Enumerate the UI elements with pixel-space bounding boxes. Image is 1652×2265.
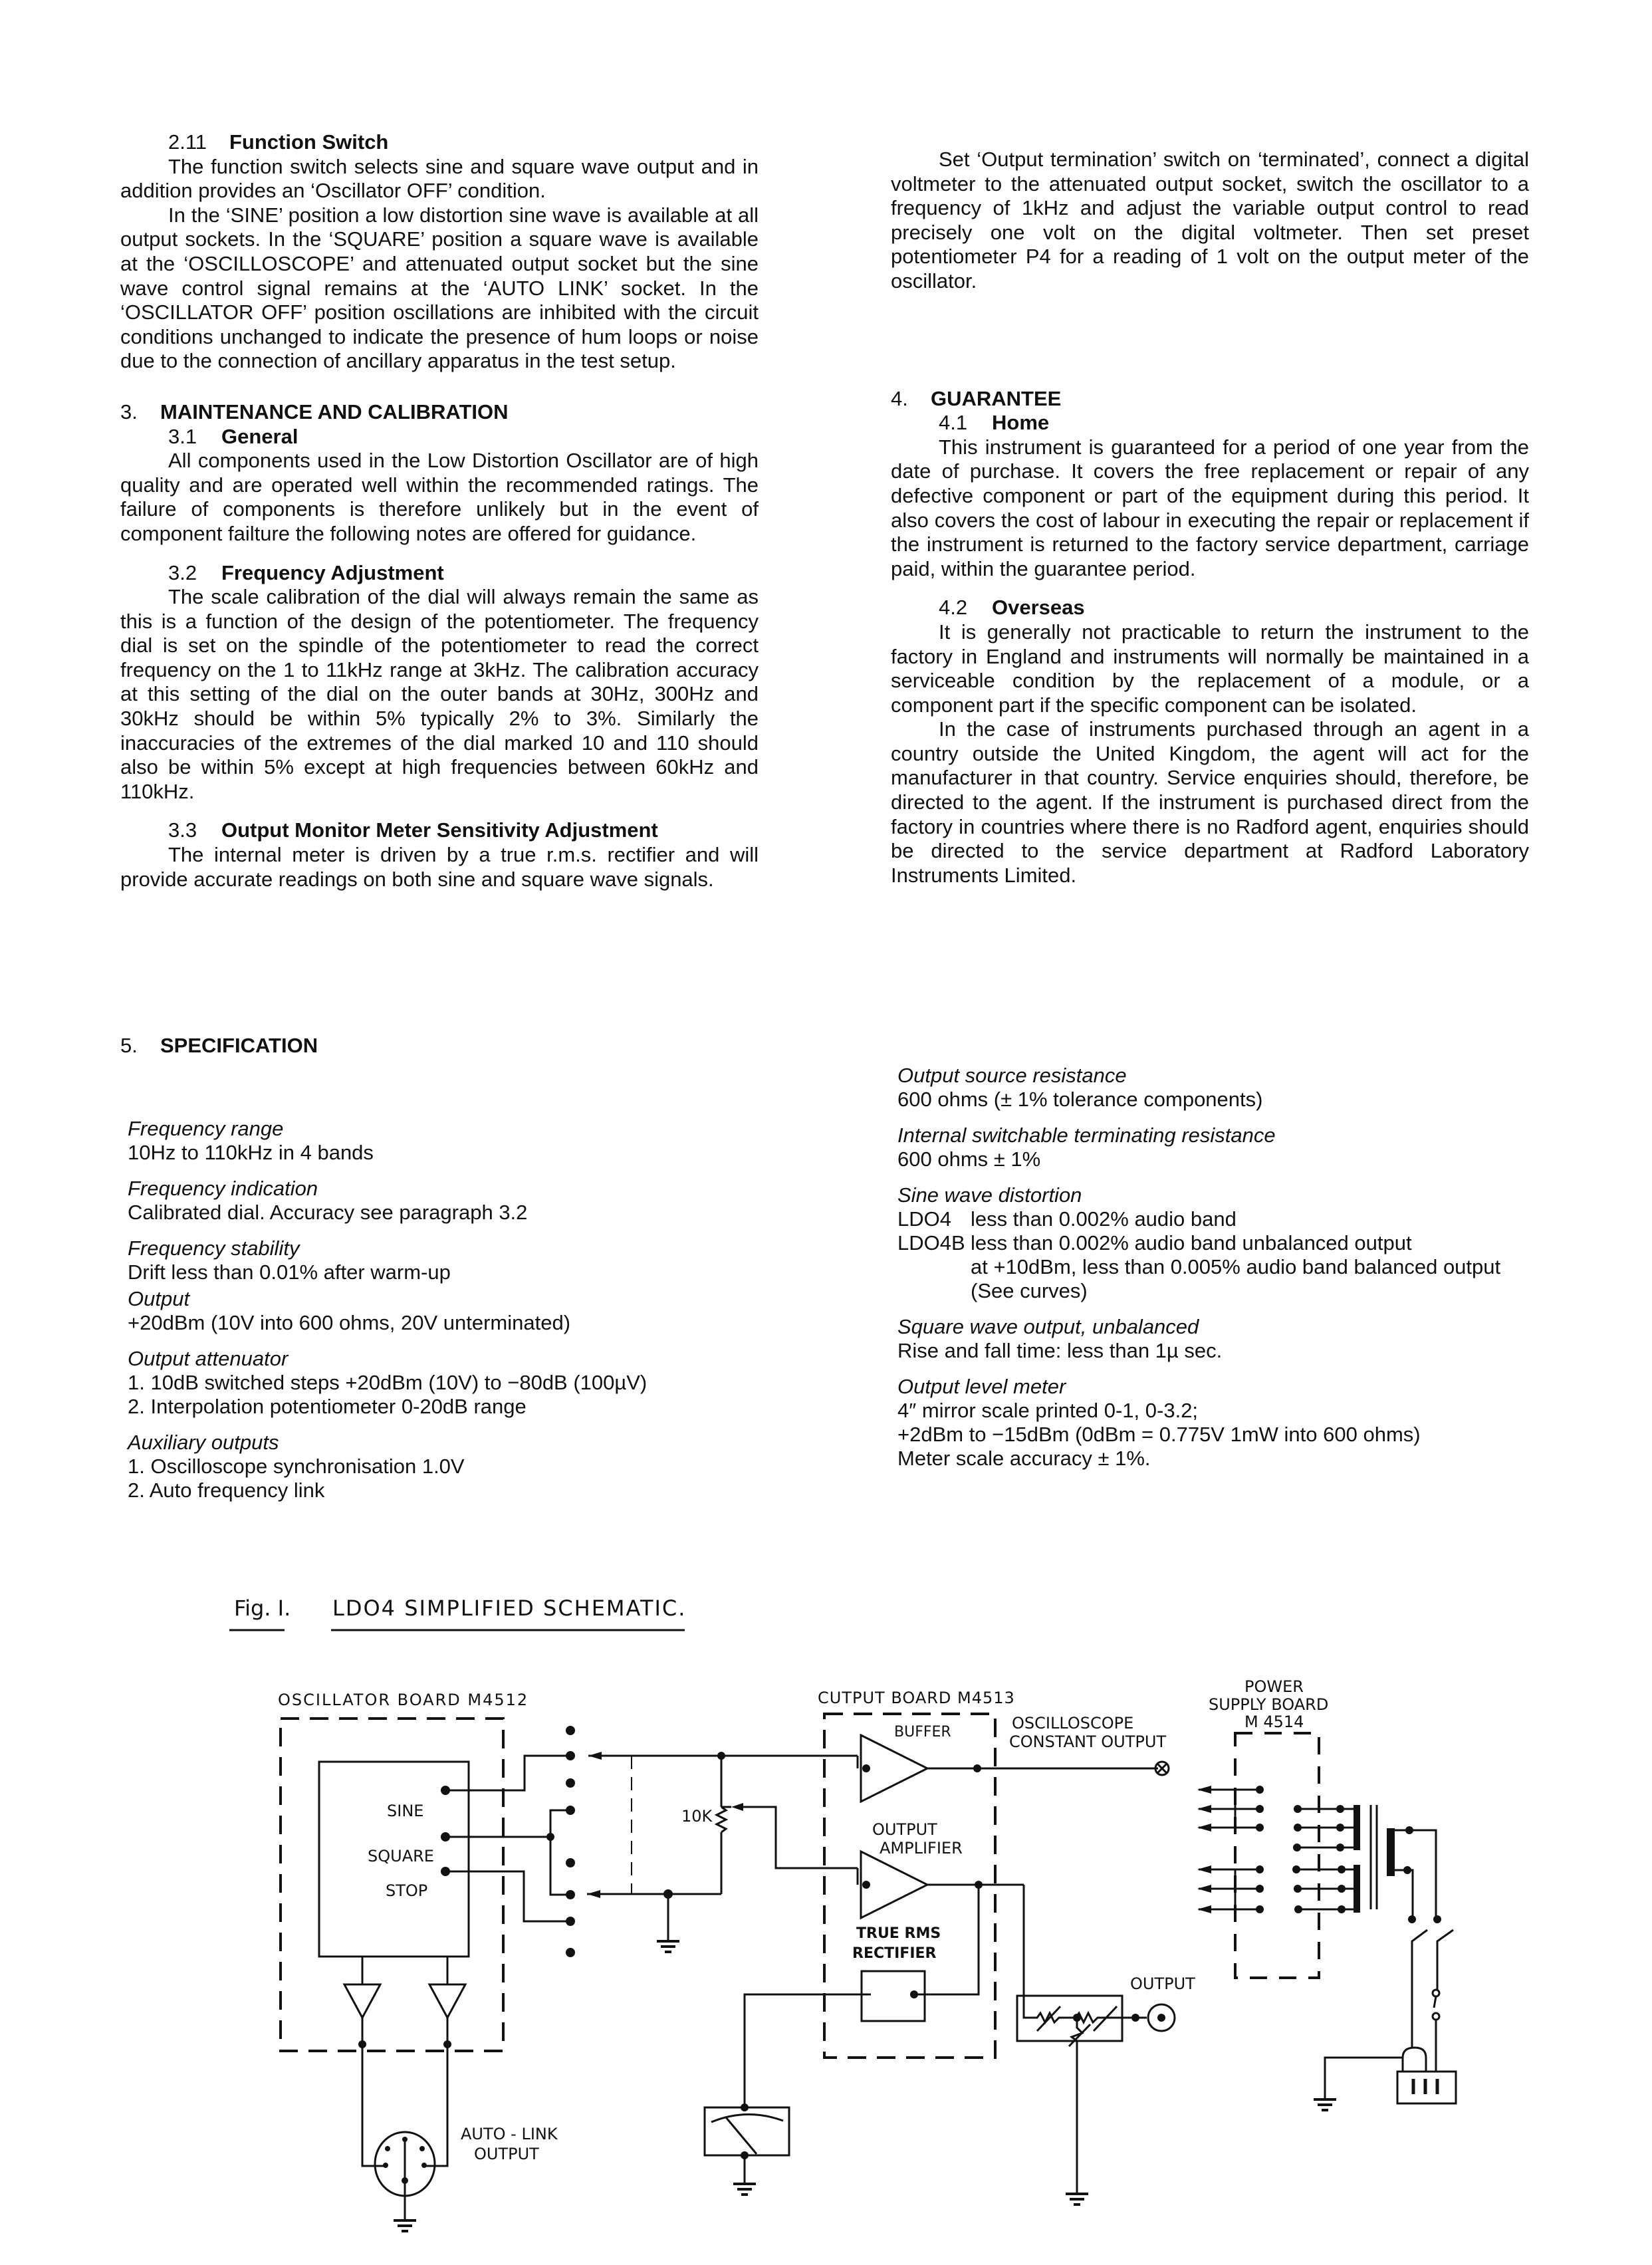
subsection-title: Output Monitor Meter Sensitivity Adjustment	[221, 818, 658, 842]
spec-label: Frequency indication	[128, 1177, 318, 1200]
power-supply-board-boundary	[1235, 1733, 1319, 1978]
resistor-10k	[717, 1807, 726, 1832]
spec-left	[128, 1117, 792, 1514]
buffer-triangle	[344, 1984, 380, 2018]
spec-value: +20dBm (10V into 600 ohms, 20V unterminated)	[128, 1311, 571, 1334]
spec-value: Drift less than 0.01% after warm-up	[128, 1260, 451, 1284]
spec-right	[897, 1064, 1602, 1483]
spec-value: 600 ohms ± 1%	[897, 1147, 1041, 1171]
psu-label: M 4514	[1244, 1713, 1304, 1731]
paragraph: The internal meter is driven by a true r.m.s. rectifier and will provide accurate readings on both sine and square wave signals.	[120, 843, 759, 891]
spec-label: Frequency range	[128, 1117, 284, 1140]
spec-value: (See curves)	[971, 1279, 1088, 1302]
spec-value: 1. Oscilloscope synchronisation 1.0V	[128, 1455, 465, 1478]
section-number: 4.	[891, 386, 908, 410]
output-amplifier-label: OUTPUT	[872, 1820, 937, 1839]
subsection-number: 3.2	[168, 560, 197, 584]
output-board-label: CUTPUT BOARD M4513	[818, 1689, 1015, 1707]
stop-terminal-label: STOP	[386, 1881, 428, 1900]
spec-value: 1. 10dB switched steps +20dBm (10V) to −80dB (100µV)	[128, 1371, 648, 1394]
output-amplifier	[861, 1851, 927, 1918]
spec-value: less than 0.002% audio band unbalanced output	[971, 1231, 1412, 1254]
paragraph: The function switch selects sine and square wave output and in addition provides an ‘Oscillator OFF’ condition.	[120, 154, 759, 203]
subsection-heading	[891, 411, 1529, 435]
subsection-heading	[120, 425, 759, 449]
spec-item	[128, 1117, 792, 1165]
section-5-heading	[120, 1034, 318, 1058]
buffer-amplifier	[861, 1735, 927, 1802]
spec-item	[897, 1124, 1602, 1171]
distortion-row	[897, 1231, 1602, 1303]
paragraph: It is generally not practicable to return the instrument to the factory in England and instruments will normally be maintained in a serviceable condition by the replacement of a module, or a component part if the specific component can be isolated.	[891, 620, 1529, 717]
spec-value: less than 0.002% audio band	[971, 1207, 1237, 1231]
spec-label: Output source resistance	[897, 1064, 1127, 1087]
wire-to-amplifier	[743, 1807, 858, 1868]
subsection-number: 4.2	[939, 596, 968, 620]
section-title: MAINTENANCE AND CALIBRATION	[160, 400, 509, 423]
spec-label: Output level meter	[897, 1375, 1066, 1398]
subsection-heading	[891, 596, 1529, 620]
section-3-heading	[120, 400, 759, 425]
psu-output-rails	[1197, 1786, 1356, 1913]
paragraph: Set ‘Output termination’ switch on ‘terminated’, connect a digital voltmeter to the attenuated output socket, switch the oscillator to a frequency of 1kHz and adjust the variable output control to read precisely one volt on the digital voltmeter. Then set preset potentiometer P4 for a reading of 1 volt on the output meter of the oscillator.	[891, 148, 1529, 293]
spec-value: 2. Auto frequency link	[128, 1479, 325, 1502]
rms-rectifier-label: TRUE RMS	[856, 1925, 941, 1942]
terminal-dots	[441, 1786, 450, 1876]
subsection-title: Overseas	[992, 596, 1085, 620]
spec-label: Sine wave distortion	[897, 1183, 1082, 1207]
model-name: LDO4B	[897, 1231, 965, 1254]
section-number: 5.	[120, 1034, 138, 1057]
schematic-figure	[0, 1582, 1652, 2265]
ground-icon	[1066, 2194, 1088, 2205]
subsection-heading	[120, 561, 759, 586]
oscillator-board-label: OSCILLATOR BOARD M4512	[278, 1691, 529, 1709]
spec-item	[897, 1315, 1602, 1363]
section-title: SPECIFICATION	[160, 1034, 318, 1057]
scope-output-label: CONSTANT OUTPUT	[1009, 1732, 1167, 1751]
section-4-heading	[891, 387, 1529, 412]
spec-value: 2. Interpolation potentiometer 0-20dB range	[128, 1395, 527, 1418]
subsection-title: Home	[992, 411, 1050, 435]
spec-value: Calibrated dial. Accuracy see paragraph 3.2	[128, 1201, 528, 1224]
spec-item	[128, 1237, 792, 1284]
transformer-icon	[1354, 1805, 1436, 1919]
ground-icon	[394, 2220, 416, 2231]
paragraph: In the case of instruments purchased through an agent in a country outside the United Kingdom, the agent will act for the manufacturer in that country. Service enquiries should, therefore, be directed to the agent. If the instrument is purchased direct from the factory in countries where there is no Radford agent, enquiries should be directed to the service department at Radford Laboratory Instruments Limited.	[891, 717, 1529, 887]
section-number: 3.	[120, 400, 138, 423]
auto-link-label: OUTPUT	[474, 2145, 539, 2163]
distortion-row	[897, 1207, 1602, 1231]
section-number: 2.11	[168, 130, 207, 154]
output-amplifier-label: AMPLIFIER	[880, 1839, 963, 1857]
spec-item	[897, 1064, 1602, 1112]
square-terminal-label: SQUARE	[368, 1847, 434, 1865]
spec-item	[128, 1287, 792, 1335]
wire-square-branch	[550, 1810, 569, 1895]
spec-value: 600 ohms (± 1% tolerance components)	[897, 1088, 1263, 1111]
paragraph: The scale calibration of the dial will always remain the same as this is a function of the design of the potentiometer. The frequency dial is set on the spindle of the potentiometer to read the correct frequency on the 1 to 11kHz range at 3kHz. The calibration accuracy at this setting of the dial on the outer bands at 30Hz, 300Hz and 30kHz should be within 5% typically 2% to 3%. Similarly the inaccuracies of the extremes of the dial marked 10 and 110 should also be within 5% except at high frequencies between 60kHz and 110kHz.	[120, 585, 759, 803]
spec-value: +2dBm to −15dBm (0dBm = 0.775V 1mW into 600 ohms)	[897, 1423, 1421, 1446]
sine-terminal-label: SINE	[387, 1802, 424, 1820]
ground-icon	[1314, 2099, 1336, 2110]
auto-link-label: AUTO - LINK	[461, 2125, 558, 2143]
figure-title: LDO4 SIMPLIFIED SCHEMATIC.	[332, 1596, 687, 1621]
section-2-11-heading	[120, 130, 759, 155]
buffer-label: BUFFER	[894, 1724, 951, 1740]
subsection-number: 4.1	[939, 411, 968, 435]
spec-item	[128, 1177, 792, 1225]
subsection-heading	[120, 818, 759, 843]
fuse-icon	[1433, 1990, 1439, 2072]
subsection-number: 3.1	[168, 424, 197, 448]
section-title: Function Switch	[229, 130, 389, 154]
paragraph: This instrument is guaranteed for a period of one year from the date of purchase. It covers the free replacement or repair of any defective component or part of the equipment during this period. It also covers the cost of labour in executing the repair or replacement if the instrument is returned to the factory service department, carriage paid, within the guarantee period.	[891, 435, 1529, 580]
figure-number: Fig. I.	[234, 1596, 291, 1621]
spec-item	[897, 1375, 1482, 1471]
function-switch-contacts	[566, 1726, 575, 1957]
psu-label: POWER	[1244, 1677, 1304, 1696]
spec-label: Internal switchable terminating resistance	[897, 1124, 1276, 1147]
buffer-triangle	[429, 1984, 465, 2018]
spec-label: Auxiliary outputs	[128, 1431, 279, 1454]
right-column	[891, 148, 1529, 888]
spec-label: Output attenuator	[128, 1347, 289, 1370]
model-name: LDO4	[897, 1207, 951, 1231]
paragraph: All components used in the Low Distortion Oscillator are of high quality and are operated well within the recommended ratings. The failure of components is therefore unlikely but in the event of component failture the following notes are offered for guidance.	[120, 449, 759, 545]
output-socket-icon	[1148, 2004, 1175, 2031]
spec-value: Rise and fall time: less than 1µ sec.	[897, 1339, 1223, 1362]
subsection-number: 3.3	[168, 818, 197, 842]
spec-value: Meter scale accuracy ± 1%.	[897, 1447, 1151, 1470]
ground-icon	[657, 1941, 679, 1952]
subsection-title: General	[221, 424, 298, 448]
section-title: GUARANTEE	[931, 386, 1062, 410]
left-column	[120, 130, 759, 892]
resistor-label: 10K	[681, 1807, 713, 1826]
spec-item	[128, 1431, 792, 1502]
mains-switch-icon	[1408, 1915, 1453, 2048]
subsection-title: Frequency Adjustment	[221, 560, 444, 584]
spec-label: Output	[128, 1287, 190, 1310]
rms-rectifier-label: RECTIFIER	[852, 1945, 937, 1962]
spec-value: 10Hz to 110kHz in 4 bands	[128, 1141, 374, 1164]
spec-item	[897, 1183, 1602, 1303]
spec-label: Square wave output, unbalanced	[897, 1315, 1199, 1338]
spec-label: Frequency stability	[128, 1237, 300, 1260]
scope-output-label: OSCILLOSCOPE	[1012, 1714, 1134, 1732]
ground-icon	[733, 2184, 756, 2195]
spec-value: 4″ mirror scale printed 0-1, 0-3.2;	[897, 1399, 1199, 1422]
spec-item	[128, 1347, 792, 1419]
output-label: OUTPUT	[1130, 1974, 1195, 1993]
spec-value: at +10dBm, less than 0.005% audio band balanced output	[971, 1255, 1501, 1278]
psu-label: SUPPLY BOARD	[1209, 1695, 1329, 1714]
paragraph: In the ‘SINE’ position a low distortion sine wave is available at all output sockets. In the ‘SQUARE’ position a square wave is available at the ‘OSCILLOSCOPE’ and attenuated output socket but the sine wave control signal remains at the ‘AUTO LINK’ socket. In the ‘OSCILLATOR OFF’ position oscillations are inhibited with the circuit conditions unchanged to indicate the presence of hum loops or noise due to the connection of ancillary apparatus in the test setup.	[120, 203, 759, 373]
